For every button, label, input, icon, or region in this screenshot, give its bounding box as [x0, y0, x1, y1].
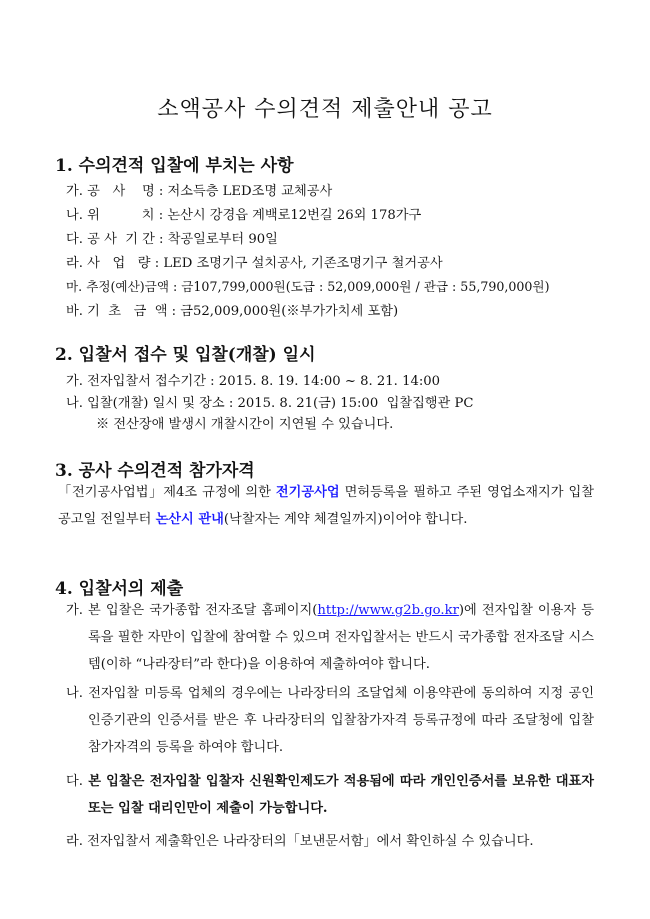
section-4-heading: 4. 입찰서의 제출 — [55, 579, 184, 599]
s1-item-4-text: 사 업 량 : LED 조명기구 설치공사, 기존조명기구 철거공사 — [87, 256, 443, 271]
section-2-heading: 2. 입찰서 접수 및 입찰(개찰) 일시 — [55, 345, 316, 365]
section-1-heading: 1. 수의견적 입찰에 부치는 사항 — [55, 156, 294, 176]
s2-item-2 — [66, 392, 473, 411]
s4-item-1-text-2: )에 전자입찰 이용자 등록을 필한 자만이 입찰에 참여할 수 있으며 전자입찰서는 반드시 국가종합 전자조달 시스템(이하 “나라장터”라 한다)을 이용하여 제출하여야 합니다. — [88, 603, 594, 672]
s2-item-2-marker: 나. — [66, 396, 83, 411]
s4-item-1-marker: 가. — [66, 603, 83, 618]
s1-item-4-marker: 라. — [66, 256, 83, 271]
s1-item-6-marker: 바. — [66, 304, 83, 319]
s4-item-4 — [66, 828, 594, 855]
s1-item-5-marker: 마. — [66, 279, 83, 294]
s3-paragraph — [58, 479, 594, 533]
s1-item-3-marker: 다. — [66, 232, 83, 247]
page-title: 소액공사 수의견적 제출안내 공고 — [157, 97, 493, 122]
s1-item-4 — [66, 252, 443, 271]
s1-item-2-text: 위 치 : 논산시 강경읍 계백로12번길 26외 178가구 — [87, 208, 422, 223]
s1-item-5 — [66, 276, 550, 295]
s3-text-3: (낙찰자는 계약 체결일까지)이어야 합니다. — [223, 512, 468, 527]
s2-item-1-marker: 가. — [66, 374, 83, 389]
s4-item-2-marker: 나. — [66, 686, 83, 701]
s1-item-6 — [66, 300, 398, 319]
s1-item-3-text: 공 사 기 간 : 착공일로부터 90일 — [87, 232, 278, 247]
s1-item-5-text: 추정(예산)금액 : 금107,799,000원(도급 : 52,009,000원 / 관급 : 55,790,000원) — [86, 279, 550, 294]
g2b-homepage-link[interactable]: http://www.g2b.go.kr — [317, 603, 459, 618]
s1-item-6-text: 기 초 금 액 : 금52,009,000원(※부가가치세 포함) — [87, 304, 399, 319]
s4-item-3-text: 본 입찰은 전자입찰 입찰자 신원확인제도가 적용됨에 따라 개인인증서를 보유한 대표자 또는 입찰 대리인만이 제출이 가능합니다. — [88, 774, 594, 816]
s4-item-1 — [66, 597, 594, 678]
s2-item-2-text: 입찰(개찰) 일시 및 장소 : 2015. 8. 21(금) 15:00 입찰집행관 PC — [87, 396, 474, 411]
s4-item-1-text-1: 본 입찰은 국가종합 전자조달 홈페이지( — [88, 603, 318, 618]
s4-item-2-text: 전자입찰 미등록 업체의 경우에는 나라장터의 조달업체 이용약관에 동의하여 지정 공인인증기관의 인증서를 받은 후 나라장터의 입찰참가자격 등록규정에 따라 조달청에 입찰참가자격의 등록을 하여야 합니다. — [88, 686, 594, 755]
s3-text-1: 「전기공사업법」제4조 규정에 의한 — [58, 485, 276, 500]
s1-item-1-marker: 가. — [66, 184, 83, 199]
s1-item-1 — [66, 180, 332, 199]
s1-item-2-marker: 나. — [66, 208, 83, 223]
s4-item-4-text: 전자입찰서 제출확인은 나라장터의「보낸문서함」에서 확인하실 수 있습니다. — [87, 834, 534, 849]
s1-item-3 — [66, 228, 278, 247]
s3-highlight-license: 전기공사업 — [275, 485, 340, 500]
s4-item-3-marker: 다. — [66, 774, 83, 789]
s1-item-2 — [66, 204, 421, 223]
s3-highlight-region: 논산시 관내 — [155, 512, 224, 527]
s2-item-1-text: 전자입찰서 접수기간 : 2015. 8. 19. 14:00 ~ 8. 21. 14:00 — [87, 374, 441, 389]
s4-item-2 — [66, 680, 594, 761]
s2-item-1 — [66, 370, 440, 389]
s1-item-1-text: 공 사 명 : 저소득층 LED조명 교체공사 — [87, 184, 333, 199]
s4-item-3 — [66, 768, 594, 822]
section-3-heading: 3. 공사 수의견적 참가자격 — [55, 461, 255, 481]
s2-note: ※ 전산장애 발생시 개찰시간이 지연될 수 있습니다. — [96, 417, 394, 432]
s3-text-2: 면허등록을 필하고 주된 영업소재지가 입찰공고일 전일부터 — [58, 485, 594, 527]
s4-item-4-marker: 라. — [66, 834, 83, 849]
